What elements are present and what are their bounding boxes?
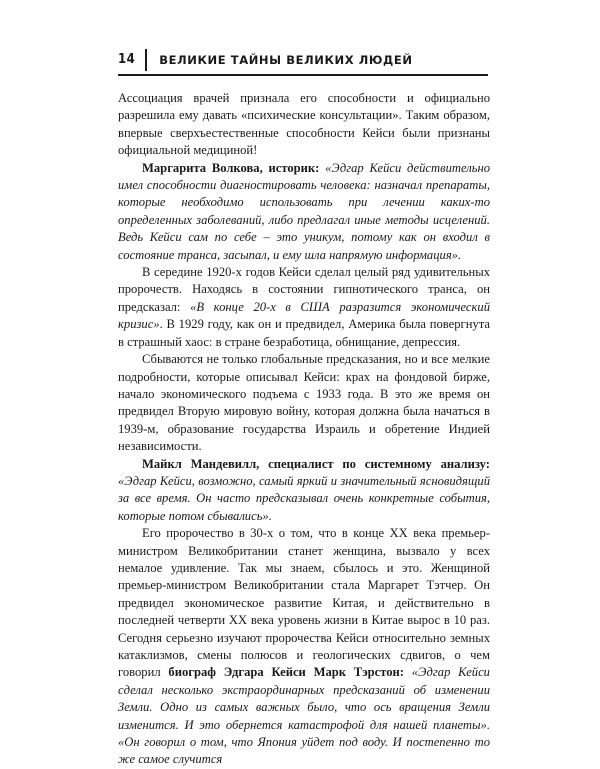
running-header — [118, 46, 488, 76]
speaker-thurston: биограф Эдгара Кейси Марк Тэрстон: — [168, 665, 404, 680]
body-text — [118, 90, 490, 769]
paragraph-1 — [118, 90, 490, 160]
paragraph-5 — [118, 456, 490, 526]
paragraph-3-pre: В середине 1920-х годов Кейси сделал целый ряд удивительных пророчеств. Находясь в состоянии гипнотического транса, он предсказал: — [118, 265, 490, 314]
speaker-mandeville: Майкл Мандевилл, специалист по системному анализу: — [142, 456, 490, 471]
paragraph-6 — [118, 525, 490, 769]
paragraph-1-text: Ассоциация врачей признала его способности и официально разрешила ему давать «психические консультации». Таким образом, впервые сверхъестественные способности Кейси были признаны официальной медициной! — [118, 91, 490, 158]
quote-crisis: «В конце 20-х в США разразится экономический кризис» — [118, 299, 490, 332]
paragraph-4 — [118, 351, 490, 455]
paragraph-3-post: . В 1929 году, как он и предвидел, Америка была повергнута в страшный хаос: в стране безработица, обнищание, депрессия. — [118, 317, 490, 349]
paragraph-3 — [118, 264, 490, 351]
quote-volkova: «Эдгар Кейси действительно имел способности диагностировать человека: назначал препараты, которые необходимо использовать при лечении каких-то определенных заболеваний, либо предлагал иные методы исцелений. Ведь Кейси сам по себе – это уникум, потому как он входил в состояние транса, засыпал, и ему шла напрямую информация». — [118, 160, 491, 262]
paragraph-6-pre: Его пророчество в 30-х о том, что в конце XX века премьер-министром Великобритании станет женщина, вызвало у всех немалое удивление. Так мы знаем, сбылось и это. Женщиной премьер-министром Великобритании стала Маргарет Тэтчер. Он предвидел экономическое развитие Китая, и действительно в последней четверти XX века уровень жизни в Китае вырос в 10 раз. Сегодня серьезно изучают пророчества Кейси относительно земных катаклизмов, смены полюсов и геологических сдвигов, о чем говорил — [118, 526, 490, 680]
paragraph-2 — [118, 160, 490, 264]
running-title: ВЕЛИКИЕ ТАЙНЫ ВЕЛИКИХ ЛЮДЕЙ — [159, 53, 413, 67]
paragraph-4-text: Сбываются не только глобальные предсказания, но и все мелкие подробности, которые описывал Кейси: крах на фондовой бирже, начало экономического подъема с 1933 года. В это же время он предвидел Вторую мировую войну, которая должна была начаться в 1939-м, образование государства Израиль и обретение Индией независимости. — [118, 352, 490, 454]
page-number: 14 — [118, 49, 147, 71]
quote-mandeville: «Эдгар Кейси, возможно, самый яркий и значительный ясновидящий за все время. Он часто предсказывал очень конкретные события, которые потом сбывались». — [118, 473, 490, 523]
quote-thurston: «Эдгар Кейси сделал несколько экстраординарных предсказаний об изменении Земли. Одно из самых важных было, что ось вращения Земли изменится. И это обернется катастрофой для нашей планеты». «Он говорил о том, что Япония уйдет под воду. И постепенно то же самое случится — [118, 665, 490, 767]
speaker-volkova: Маргарита Волкова, историк: — [142, 160, 320, 175]
